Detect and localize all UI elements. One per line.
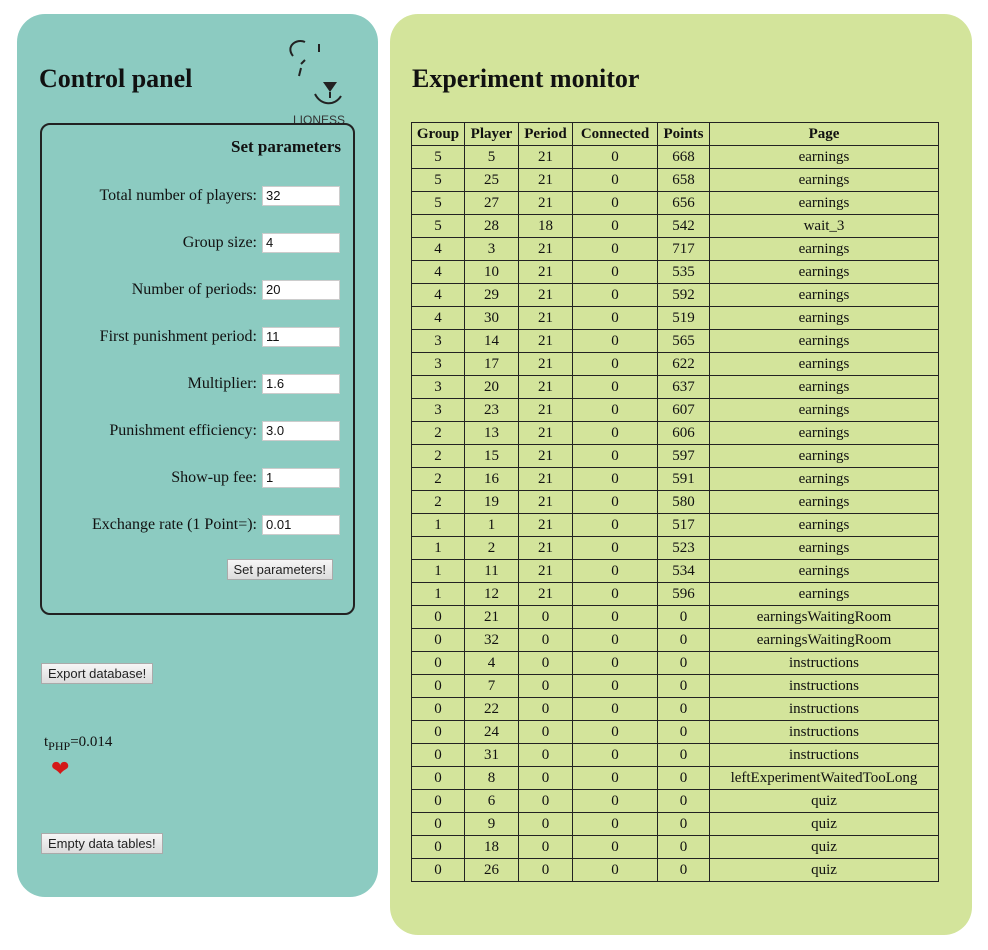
table-cell: 0: [573, 491, 658, 514]
export-database-button[interactable]: Export database!: [41, 663, 153, 684]
param-row: [42, 232, 340, 254]
table-cell: 0: [573, 629, 658, 652]
table-cell: 0: [658, 859, 710, 882]
param-row: [42, 373, 340, 395]
table-row: [412, 307, 939, 330]
table-cell: 21: [519, 399, 573, 422]
table-cell: leftExperimentWaitedTooLong: [710, 767, 939, 790]
param-label: Show-up fee:: [171, 469, 257, 486]
table-cell: 0: [658, 652, 710, 675]
table-row: [412, 192, 939, 215]
table-cell: 7: [465, 675, 519, 698]
table-row: [412, 330, 939, 353]
table-cell: 4: [465, 652, 519, 675]
table-row: [412, 146, 939, 169]
table-cell: 17: [465, 353, 519, 376]
table-cell: 21: [519, 330, 573, 353]
param-input[interactable]: 1: [262, 468, 340, 488]
table-cell: earnings: [710, 353, 939, 376]
table-cell: 517: [658, 514, 710, 537]
param-label: First punishment period:: [99, 328, 257, 345]
table-cell: 21: [519, 261, 573, 284]
table-cell: 0: [519, 836, 573, 859]
table-cell: 0: [573, 606, 658, 629]
param-row: [42, 420, 340, 442]
column-header: Connected: [573, 123, 658, 146]
heart-icon: ❤: [51, 756, 70, 781]
table-cell: 10: [465, 261, 519, 284]
table-cell: quiz: [710, 859, 939, 882]
table-cell: 0: [412, 836, 465, 859]
table-cell: 11: [465, 560, 519, 583]
table-cell: 26: [465, 859, 519, 882]
table-row: [412, 491, 939, 514]
table-cell: 3: [412, 376, 465, 399]
table-cell: 637: [658, 376, 710, 399]
table-cell: 18: [519, 215, 573, 238]
table-cell: 29: [465, 284, 519, 307]
table-cell: 0: [573, 261, 658, 284]
table-cell: 23: [465, 399, 519, 422]
param-input[interactable]: 11: [262, 327, 340, 347]
table-cell: instructions: [710, 721, 939, 744]
table-cell: 20: [465, 376, 519, 399]
table-cell: 21: [519, 583, 573, 606]
param-row: [42, 326, 340, 348]
table-cell: 21: [519, 491, 573, 514]
table-cell: instructions: [710, 675, 939, 698]
table-cell: 0: [573, 790, 658, 813]
table-cell: earnings: [710, 468, 939, 491]
table-cell: 0: [519, 767, 573, 790]
table-row: [412, 215, 939, 238]
table-cell: 0: [658, 836, 710, 859]
table-cell: 0: [412, 675, 465, 698]
table-cell: 0: [658, 675, 710, 698]
table-row: [412, 376, 939, 399]
table-cell: 0: [573, 560, 658, 583]
table-cell: 0: [412, 790, 465, 813]
table-cell: 0: [412, 652, 465, 675]
table-cell: 596: [658, 583, 710, 606]
table-cell: 0: [573, 238, 658, 261]
table-cell: earnings: [710, 307, 939, 330]
table-cell: 5: [412, 169, 465, 192]
table-cell: 0: [573, 767, 658, 790]
table-cell: 0: [573, 468, 658, 491]
table-cell: 0: [412, 698, 465, 721]
table-cell: 0: [658, 629, 710, 652]
table-cell: 0: [658, 698, 710, 721]
table-row: [412, 284, 939, 307]
table-row: [412, 652, 939, 675]
table-cell: 28: [465, 215, 519, 238]
table-cell: 21: [519, 307, 573, 330]
table-cell: 0: [573, 399, 658, 422]
table-cell: 607: [658, 399, 710, 422]
table-cell: 4: [412, 307, 465, 330]
table-cell: quiz: [710, 813, 939, 836]
table-cell: earningsWaitingRoom: [710, 606, 939, 629]
table-row: [412, 537, 939, 560]
table-cell: 622: [658, 353, 710, 376]
table-cell: 21: [519, 146, 573, 169]
table-cell: 0: [519, 859, 573, 882]
set-parameters-form: [40, 123, 355, 615]
param-input[interactable]: 1.6: [262, 374, 340, 394]
table-cell: 21: [519, 238, 573, 261]
table-row: [412, 514, 939, 537]
table-cell: 0: [573, 353, 658, 376]
table-cell: 0: [573, 284, 658, 307]
table-cell: 668: [658, 146, 710, 169]
param-input[interactable]: 32: [262, 186, 340, 206]
column-header: Page: [710, 123, 939, 146]
param-input[interactable]: 20: [262, 280, 340, 300]
param-input[interactable]: 4: [262, 233, 340, 253]
table-cell: 3: [412, 330, 465, 353]
table-cell: 21: [519, 468, 573, 491]
table-cell: 0: [412, 629, 465, 652]
table-cell: 0: [658, 813, 710, 836]
table-cell: 13: [465, 422, 519, 445]
table-row: [412, 468, 939, 491]
table-row: [412, 261, 939, 284]
experiment-monitor: [390, 14, 972, 935]
table-cell: earnings: [710, 192, 939, 215]
table-cell: 21: [519, 376, 573, 399]
table-cell: 12: [465, 583, 519, 606]
table-cell: 2: [465, 537, 519, 560]
table-cell: earnings: [710, 445, 939, 468]
table-cell: 592: [658, 284, 710, 307]
table-row: [412, 675, 939, 698]
table-cell: 0: [573, 192, 658, 215]
param-input[interactable]: 0.01: [262, 515, 340, 535]
param-row: [42, 467, 340, 489]
table-cell: 21: [519, 445, 573, 468]
table-cell: 0: [519, 675, 573, 698]
table-cell: 0: [573, 537, 658, 560]
table-cell: earnings: [710, 330, 939, 353]
table-cell: 5: [412, 192, 465, 215]
table-cell: 0: [519, 744, 573, 767]
table-cell: 0: [658, 790, 710, 813]
table-cell: earnings: [710, 514, 939, 537]
table-cell: 0: [519, 698, 573, 721]
table-cell: 0: [658, 606, 710, 629]
table-cell: 5: [412, 146, 465, 169]
table-cell: 0: [519, 721, 573, 744]
table-row: [412, 836, 939, 859]
table-row: [412, 238, 939, 261]
column-header: Group: [412, 123, 465, 146]
table-cell: 22: [465, 698, 519, 721]
table-row: [412, 813, 939, 836]
table-cell: 5: [465, 146, 519, 169]
table-cell: 656: [658, 192, 710, 215]
table-cell: 0: [573, 836, 658, 859]
table-cell: earnings: [710, 376, 939, 399]
table-cell: instructions: [710, 698, 939, 721]
table-cell: 535: [658, 261, 710, 284]
table-cell: 21: [465, 606, 519, 629]
table-cell: 3: [412, 399, 465, 422]
column-header: Period: [519, 123, 573, 146]
table-cell: 0: [573, 215, 658, 238]
table-cell: 31: [465, 744, 519, 767]
table-cell: 0: [573, 330, 658, 353]
table-cell: 15: [465, 445, 519, 468]
table-cell: 0: [573, 675, 658, 698]
table-cell: 0: [573, 721, 658, 744]
table-cell: 2: [412, 468, 465, 491]
svg-text:LIONESS: LIONESS: [292, 113, 346, 127]
table-cell: 1: [412, 560, 465, 583]
table-cell: earnings: [710, 537, 939, 560]
table-cell: earningsWaitingRoom: [710, 629, 939, 652]
table-row: [412, 629, 939, 652]
table-cell: 523: [658, 537, 710, 560]
set-parameters-button[interactable]: Set parameters!: [227, 559, 334, 580]
param-label: Punishment efficiency:: [109, 422, 257, 439]
table-row: [412, 859, 939, 882]
set-parameters-heading: Set parameters: [231, 137, 341, 156]
table-row: [412, 744, 939, 767]
param-row: [42, 279, 340, 301]
table-cell: 565: [658, 330, 710, 353]
table-cell: 21: [519, 537, 573, 560]
table-cell: 0: [573, 744, 658, 767]
table-cell: 14: [465, 330, 519, 353]
table-cell: 0: [519, 629, 573, 652]
table-cell: 9: [465, 813, 519, 836]
empty-data-tables-button[interactable]: Empty data tables!: [41, 833, 163, 854]
table-cell: 0: [412, 859, 465, 882]
table-cell: 0: [573, 376, 658, 399]
table-cell: 1: [412, 583, 465, 606]
table-cell: wait_3: [710, 215, 939, 238]
table-cell: earnings: [710, 238, 939, 261]
table-cell: 3: [465, 238, 519, 261]
table-cell: 0: [658, 767, 710, 790]
table-row: [412, 721, 939, 744]
table-cell: 606: [658, 422, 710, 445]
table-cell: 0: [519, 813, 573, 836]
param-row: [42, 185, 340, 207]
table-cell: 0: [412, 813, 465, 836]
param-label: Number of periods:: [131, 281, 257, 298]
table-cell: 0: [412, 767, 465, 790]
table-cell: 18: [465, 836, 519, 859]
table-row: [412, 583, 939, 606]
table-row: [412, 790, 939, 813]
table-row: [412, 169, 939, 192]
table-cell: 0: [573, 583, 658, 606]
table-row: [412, 698, 939, 721]
table-cell: 21: [519, 284, 573, 307]
table-cell: 534: [658, 560, 710, 583]
table-cell: earnings: [710, 583, 939, 606]
table-cell: 0: [412, 744, 465, 767]
table-cell: 0: [658, 721, 710, 744]
table-row: [412, 353, 939, 376]
table-cell: 19: [465, 491, 519, 514]
param-input[interactable]: 3.0: [262, 421, 340, 441]
table-cell: earnings: [710, 169, 939, 192]
table-cell: earnings: [710, 261, 939, 284]
table-cell: 0: [573, 514, 658, 537]
table-cell: 21: [519, 514, 573, 537]
table-cell: 0: [519, 606, 573, 629]
table-row: [412, 399, 939, 422]
table-cell: 21: [519, 560, 573, 583]
table-cell: 0: [573, 813, 658, 836]
table-cell: 2: [412, 491, 465, 514]
table-cell: 0: [573, 422, 658, 445]
table-row: [412, 606, 939, 629]
experiment-monitor-title: Experiment monitor: [412, 64, 640, 93]
table-cell: 21: [519, 353, 573, 376]
table-cell: 21: [519, 169, 573, 192]
param-label: Group size:: [182, 234, 257, 251]
table-cell: 580: [658, 491, 710, 514]
table-cell: quiz: [710, 836, 939, 859]
table-cell: 8: [465, 767, 519, 790]
table-cell: 591: [658, 468, 710, 491]
table-cell: 658: [658, 169, 710, 192]
php-timing: $t_{PHP}=0.014$: [44, 734, 113, 753]
control-panel: [17, 14, 378, 897]
table-cell: 0: [412, 606, 465, 629]
control-panel-title: Control panel: [39, 64, 193, 93]
table-cell: 1: [412, 537, 465, 560]
table-cell: 0: [519, 652, 573, 675]
table-cell: quiz: [710, 790, 939, 813]
table-cell: 0: [573, 169, 658, 192]
table-cell: 1: [412, 514, 465, 537]
table-cell: earnings: [710, 399, 939, 422]
table-cell: 519: [658, 307, 710, 330]
table-cell: 25: [465, 169, 519, 192]
table-cell: 21: [519, 422, 573, 445]
param-label: Multiplier:: [187, 375, 257, 392]
table-cell: instructions: [710, 744, 939, 767]
column-header: Points: [658, 123, 710, 146]
table-row: [412, 445, 939, 468]
table-cell: 21: [519, 192, 573, 215]
table-cell: 717: [658, 238, 710, 261]
table-cell: earnings: [710, 491, 939, 514]
table-cell: 0: [573, 445, 658, 468]
table-cell: 4: [412, 238, 465, 261]
table-cell: 5: [412, 215, 465, 238]
table-cell: 0: [573, 307, 658, 330]
table-cell: 16: [465, 468, 519, 491]
lioness-logo-icon: [279, 36, 359, 128]
table-cell: 6: [465, 790, 519, 813]
table-cell: 27: [465, 192, 519, 215]
table-cell: 2: [412, 422, 465, 445]
table-cell: 0: [573, 652, 658, 675]
table-cell: 4: [412, 284, 465, 307]
table-row: [412, 560, 939, 583]
table-cell: 3: [412, 353, 465, 376]
table-cell: 0: [519, 790, 573, 813]
table-cell: instructions: [710, 652, 939, 675]
table-cell: 1: [465, 514, 519, 537]
table-cell: 542: [658, 215, 710, 238]
table-cell: 0: [573, 859, 658, 882]
param-label: Exchange rate (1 Point=):: [92, 516, 257, 533]
table-cell: 0: [573, 146, 658, 169]
table-row: [412, 767, 939, 790]
table-cell: earnings: [710, 422, 939, 445]
table-cell: 0: [658, 744, 710, 767]
table-cell: 0: [412, 721, 465, 744]
table-cell: 30: [465, 307, 519, 330]
table-cell: earnings: [710, 284, 939, 307]
param-label: Total number of players:: [99, 187, 257, 204]
table-cell: earnings: [710, 146, 939, 169]
column-header: Player: [465, 123, 519, 146]
table-cell: 4: [412, 261, 465, 284]
table-cell: 24: [465, 721, 519, 744]
table-cell: earnings: [710, 560, 939, 583]
param-row: [42, 514, 340, 536]
table-row: [412, 422, 939, 445]
table-cell: 597: [658, 445, 710, 468]
table-cell: 0: [573, 698, 658, 721]
players-table: [411, 122, 939, 882]
table-cell: 2: [412, 445, 465, 468]
table-cell: 32: [465, 629, 519, 652]
